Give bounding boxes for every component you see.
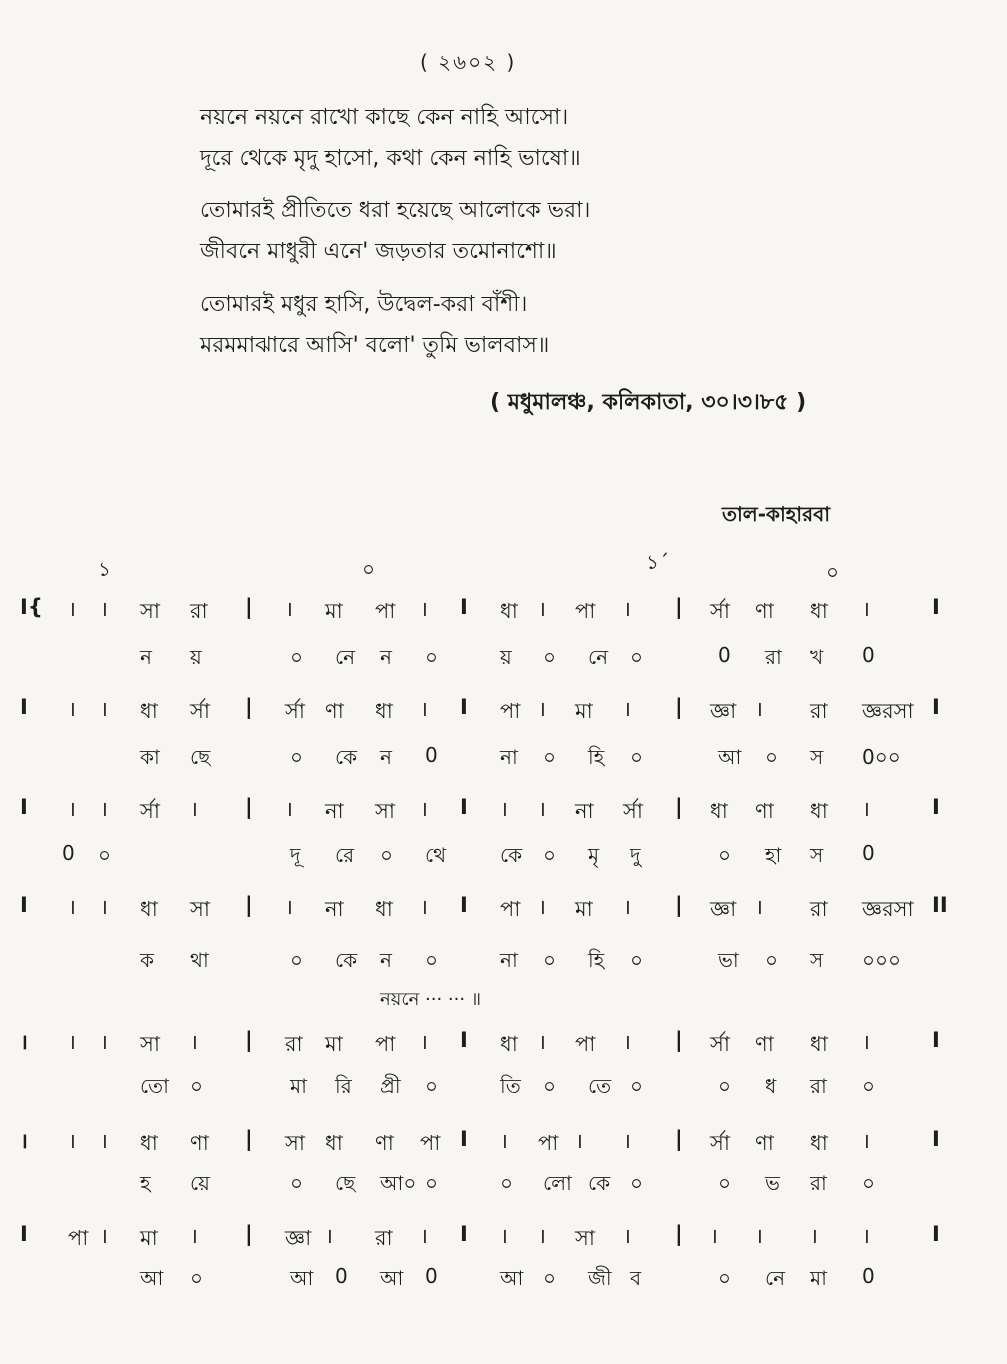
swara-cell: ধা xyxy=(375,897,393,921)
beat-marker: ০ xyxy=(826,560,840,584)
swara-cell: ণা xyxy=(755,1032,774,1056)
swara-cell: ধা xyxy=(140,1131,158,1155)
swara-cell: জ্ঞরসা xyxy=(862,699,914,723)
swara-cell: | xyxy=(245,695,253,719)
syllable-cell: রি xyxy=(335,1074,352,1098)
swara-cell: । xyxy=(68,895,76,919)
syllable-cell: খ xyxy=(810,645,824,669)
syllable-cell: স xyxy=(810,948,824,972)
swara-cell: । xyxy=(623,1129,631,1153)
swara-cell: ধা xyxy=(710,799,728,823)
lyric-syllable-row xyxy=(0,1169,1007,1209)
swara-cell: । xyxy=(623,1030,631,1054)
swara-cell: মা xyxy=(575,897,593,921)
swara-cell: । xyxy=(100,1030,108,1054)
swara-cell: I xyxy=(460,1127,468,1151)
swara-cell: র্সা xyxy=(623,799,643,823)
lyric-syllable-row xyxy=(0,643,1007,683)
swara-cell: I xyxy=(460,795,468,819)
syllable-cell: স xyxy=(810,745,824,769)
swara-cell: I xyxy=(460,1222,468,1246)
swara-cell: র্সা xyxy=(140,799,160,823)
syllable-cell: ০ xyxy=(718,1266,732,1290)
swara-cell: | xyxy=(675,1127,683,1151)
syllable-cell: ভা xyxy=(718,948,739,972)
syllable-cell: ভ xyxy=(765,1171,780,1195)
swara-cell: । xyxy=(862,1129,870,1153)
swara-row xyxy=(0,893,1007,933)
swara-cell: । xyxy=(538,797,546,821)
lyric-line: নয়নে নয়নে রাখো কাছে কেন নাহি আসো। xyxy=(200,105,569,130)
swara-cell: মা xyxy=(325,599,343,623)
swara-cell: । xyxy=(100,1224,108,1248)
syllable-cell: ০ xyxy=(862,1074,876,1098)
beat-marker: ১´ xyxy=(646,550,669,574)
swara-cell: | xyxy=(675,1028,683,1052)
swara-cell: রা xyxy=(190,599,208,623)
syllable-cell: রা xyxy=(765,645,782,669)
syllable-cell: ০ xyxy=(290,1171,304,1195)
swara-cell: ধা xyxy=(375,699,393,723)
swara-cell: I xyxy=(20,1222,28,1246)
syllable-cell: রা xyxy=(810,1171,827,1195)
syllable-cell: ০ xyxy=(630,645,644,669)
swara-cell: রা xyxy=(810,897,828,921)
syllable-cell: ০ xyxy=(543,745,557,769)
swara-cell: পা xyxy=(68,1226,89,1250)
lyric-line: দূরে থেকে মৃদু হাসো, কথা কেন নাহি ভাষো॥ xyxy=(200,146,581,171)
swara-cell: । xyxy=(862,1030,870,1054)
swara-cell: না xyxy=(325,799,344,823)
syllable-cell: আ xyxy=(380,1266,404,1290)
swara-cell: পা xyxy=(420,1131,441,1155)
swara-cell: I xyxy=(932,695,940,719)
swara-cell: I xyxy=(932,795,940,819)
swara-cell: । xyxy=(20,1129,28,1153)
syllable-cell: ক xyxy=(140,948,154,972)
syllable-cell: মৃ xyxy=(588,843,600,867)
swara-cell: | xyxy=(675,893,683,917)
syllable-cell: ০ xyxy=(543,645,557,669)
syllable-cell: ০ xyxy=(290,948,304,972)
syllable-cell: কে xyxy=(335,745,358,769)
syllable-cell: না xyxy=(500,745,518,769)
syllable-cell: ০ xyxy=(425,1171,439,1195)
syllable-cell: ০ xyxy=(630,1074,644,1098)
swara-cell: I xyxy=(460,893,468,917)
swara-row xyxy=(0,1127,1007,1167)
syllable-cell: আ xyxy=(290,1266,314,1290)
swara-cell: । xyxy=(862,797,870,821)
swara-cell: | xyxy=(245,795,253,819)
syllable-cell: না xyxy=(500,948,518,972)
syllable-cell: ০ xyxy=(543,948,557,972)
syllable-cell: হি xyxy=(588,745,605,769)
swara-cell: পা xyxy=(538,1131,559,1155)
syllable-cell: রে xyxy=(335,843,355,867)
syllable-cell: 0 xyxy=(718,643,731,667)
syllable-cell: য়ে xyxy=(190,1171,210,1195)
swara-cell: । xyxy=(420,697,428,721)
swara-cell: । xyxy=(190,797,198,821)
syllable-cell: ০ xyxy=(290,745,304,769)
syllable-cell: নে xyxy=(588,645,609,669)
lyric-syllable-row xyxy=(0,946,1007,986)
swara-cell: । xyxy=(623,597,631,621)
swara-cell: পা xyxy=(375,599,396,623)
syllable-cell: 0 xyxy=(62,841,75,865)
swara-cell: । xyxy=(100,1129,108,1153)
syllable-cell: ০ xyxy=(425,645,439,669)
syllable-cell: ব xyxy=(630,1266,642,1290)
swara-cell: জ্ঞা xyxy=(710,897,737,921)
lyric-line: জীবনে মাধুরী এনে' জড়তার তমোনাশো॥ xyxy=(200,239,557,264)
swara-cell: । xyxy=(755,895,763,919)
swara-cell: । xyxy=(420,1030,428,1054)
swara-cell: সা xyxy=(140,1032,160,1056)
syllable-cell: তি xyxy=(500,1074,521,1098)
swara-cell: । xyxy=(100,597,108,621)
syllable-cell: ন xyxy=(380,745,392,769)
swara-cell: রা xyxy=(810,699,828,723)
syllable-cell: ০ xyxy=(543,1074,557,1098)
syllable-cell: 0 xyxy=(862,1264,875,1288)
swara-cell: ণা xyxy=(325,699,344,723)
swara-cell: । xyxy=(755,1224,763,1248)
syllable-cell: 0 xyxy=(425,1264,438,1288)
swara-cell: সা xyxy=(375,799,395,823)
swara-cell: । xyxy=(623,1224,631,1248)
swara-cell: | xyxy=(245,595,253,619)
syllable-cell: ০ xyxy=(862,1171,876,1195)
swara-cell: মা xyxy=(325,1032,343,1056)
syllable-cell: দু xyxy=(630,843,641,867)
swara-cell: । xyxy=(500,797,508,821)
syllable-cell: ছে xyxy=(190,745,211,769)
swara-cell: । xyxy=(538,597,546,621)
syllable-cell: কে xyxy=(335,948,358,972)
swara-cell: ধা xyxy=(810,599,828,623)
swara-cell: I{ xyxy=(20,595,43,619)
swara-cell: | xyxy=(675,695,683,719)
lyric-line: তোমারই মধুর হাসি, উদ্বেল-করা বাঁশী। xyxy=(200,292,528,317)
swara-cell: না xyxy=(325,897,344,921)
swara-cell: | xyxy=(675,1222,683,1246)
swara-cell: । xyxy=(325,1224,333,1248)
syllable-cell: রা xyxy=(810,1074,827,1098)
refrain-marker: নয়নে ··· ··· ॥ xyxy=(380,989,482,1010)
swara-cell: ণা xyxy=(755,799,774,823)
syllable-cell: ০ xyxy=(543,843,557,867)
syllable-cell: স xyxy=(810,843,824,867)
swara-cell: পা xyxy=(500,699,521,723)
swara-cell: ণা xyxy=(755,1131,774,1155)
song-number: ( ২৬০২ ) xyxy=(420,50,517,74)
swara-cell: I xyxy=(932,1028,940,1052)
swara-cell: ণা xyxy=(375,1131,394,1155)
syllable-cell: নে xyxy=(335,645,356,669)
swara-row xyxy=(0,595,1007,635)
swara-cell: র্সা xyxy=(710,1131,730,1155)
syllable-cell: ০ xyxy=(190,1266,204,1290)
swara-cell: । xyxy=(538,895,546,919)
syllable-cell: ন xyxy=(380,948,392,972)
syllable-cell: ০ xyxy=(290,645,304,669)
swara-cell: র্সা xyxy=(710,1032,730,1056)
swara-cell: I xyxy=(932,595,940,619)
swara-cell: র্সা xyxy=(190,699,210,723)
lyric-syllable-row xyxy=(0,1072,1007,1112)
swara-cell: । xyxy=(100,797,108,821)
syllable-cell: ০ xyxy=(425,948,439,972)
swara-cell: I xyxy=(932,1127,940,1151)
lyric-line: তোমারই প্রীতিতে ধরা হয়েছে আলোকে ভরা। xyxy=(200,198,591,223)
swara-cell: I xyxy=(20,695,28,719)
swara-cell: । xyxy=(538,1030,546,1054)
syllable-cell: 0 xyxy=(862,841,875,865)
syllable-cell: আ xyxy=(140,1266,164,1290)
swara-cell: । xyxy=(500,1129,508,1153)
syllable-cell: জী xyxy=(588,1266,612,1290)
syllable-cell: য় xyxy=(500,645,512,669)
swara-cell: । xyxy=(500,1224,508,1248)
swara-cell: I xyxy=(20,795,28,819)
swara-cell: পা xyxy=(500,897,521,921)
syllable-cell: কে xyxy=(500,843,523,867)
swara-cell: | xyxy=(245,1127,253,1151)
swara-cell: ধা xyxy=(140,897,158,921)
syllable-cell: থা xyxy=(190,948,209,972)
swara-cell: | xyxy=(245,1222,253,1246)
syllable-cell: ০ xyxy=(425,1074,439,1098)
swara-cell: পা xyxy=(575,599,596,623)
syllable-cell: ০ xyxy=(630,745,644,769)
syllable-cell: লো xyxy=(543,1171,572,1195)
syllable-cell: ০ xyxy=(718,1074,732,1098)
swara-cell: I xyxy=(460,595,468,619)
swara-cell: । xyxy=(285,597,293,621)
swara-cell: । xyxy=(862,1224,870,1248)
syllable-cell: ০ xyxy=(543,1266,557,1290)
swara-cell: । xyxy=(20,1030,28,1054)
syllable-cell: থে xyxy=(425,843,447,867)
syllable-cell: হ xyxy=(140,1171,151,1195)
syllable-cell: ধ xyxy=(765,1074,777,1098)
syllable-cell: ০ xyxy=(765,745,779,769)
syllable-cell: ছে xyxy=(335,1171,356,1195)
syllable-cell: কে xyxy=(588,1171,611,1195)
swara-cell: II xyxy=(932,893,948,917)
syllable-cell: য় xyxy=(190,645,202,669)
syllable-cell: দূ xyxy=(290,843,301,867)
swara-cell: । xyxy=(538,1224,546,1248)
credit-line: ( মধুমালঞ্চ, কলিকাতা, ৩০।৩।৮৫ ) xyxy=(490,390,807,415)
syllable-cell: ন xyxy=(140,645,152,669)
syllable-cell: প্রী xyxy=(380,1074,401,1098)
swara-cell: ধা xyxy=(810,1032,828,1056)
syllable-cell: ০০০ xyxy=(862,948,902,972)
syllable-cell: ০ xyxy=(718,843,732,867)
swara-cell: ধা xyxy=(500,1032,518,1056)
swara-cell: র্সা xyxy=(710,599,730,623)
syllable-cell: হা xyxy=(765,843,782,867)
syllable-cell: হি xyxy=(588,948,605,972)
swara-cell: মা xyxy=(575,699,593,723)
lyric-syllable-row xyxy=(0,1264,1007,1304)
lyric-line: মরমমাঝারে আসি' বলো' তুমি ভালবাস॥ xyxy=(200,333,550,358)
syllable-cell: ০ xyxy=(630,948,644,972)
swara-cell: জ্ঞা xyxy=(285,1226,312,1250)
swara-row xyxy=(0,695,1007,735)
swara-cell: জ্ঞরসা xyxy=(862,897,914,921)
swara-cell: । xyxy=(420,1224,428,1248)
tala-label: তাল-কাহারবা xyxy=(722,502,831,526)
swara-cell: ধা xyxy=(325,1131,343,1155)
syllable-cell: মা xyxy=(290,1074,307,1098)
syllable-cell: 0 xyxy=(425,743,438,767)
swara-cell: I xyxy=(20,893,28,917)
syllable-cell: আ xyxy=(718,745,742,769)
swara-cell: । xyxy=(68,597,76,621)
swara-cell: রা xyxy=(285,1032,303,1056)
syllable-cell: 0 xyxy=(335,1264,348,1288)
swara-cell: । xyxy=(420,797,428,821)
beat-marker: ১ xyxy=(98,557,111,581)
swara-cell: । xyxy=(420,895,428,919)
syllable-cell: ০ xyxy=(380,843,394,867)
syllable-cell: আ xyxy=(500,1266,524,1290)
swara-cell: । xyxy=(285,797,293,821)
swara-cell: । xyxy=(100,895,108,919)
swara-cell: সা xyxy=(575,1226,595,1250)
swara-cell: । xyxy=(420,597,428,621)
swara-cell: । xyxy=(100,697,108,721)
syllable-cell: মা xyxy=(810,1266,827,1290)
swara-cell: । xyxy=(285,895,293,919)
swara-cell: । xyxy=(68,1129,76,1153)
swara-cell: | xyxy=(675,795,683,819)
swara-cell: ণা xyxy=(755,599,774,623)
swara-cell: ধা xyxy=(810,799,828,823)
swara-row xyxy=(0,795,1007,835)
swara-cell: । xyxy=(810,1224,818,1248)
syllable-cell: ০ xyxy=(718,1171,732,1195)
swara-cell: । xyxy=(68,697,76,721)
swara-cell: ধা xyxy=(810,1131,828,1155)
syllable-cell: 0০০ xyxy=(862,745,901,769)
swara-cell: । xyxy=(710,1224,718,1248)
swara-cell: মা xyxy=(140,1226,158,1250)
syllable-cell: ০ xyxy=(630,1171,644,1195)
swara-cell: I xyxy=(932,1222,940,1246)
lyric-syllable-row xyxy=(0,841,1007,881)
syllable-cell: নে xyxy=(765,1266,786,1290)
swara-cell: I xyxy=(460,695,468,719)
syllable-cell: ০ xyxy=(98,843,112,867)
swara-cell: । xyxy=(68,1030,76,1054)
syllable-cell: কা xyxy=(140,745,160,769)
syllable-cell: ০ xyxy=(765,948,779,972)
swara-cell: । xyxy=(190,1224,198,1248)
swara-cell: । xyxy=(538,697,546,721)
syllable-cell: আ০ xyxy=(380,1171,417,1195)
swara-cell: সা xyxy=(190,897,210,921)
swara-cell: | xyxy=(675,595,683,619)
swara-cell: | xyxy=(245,1028,253,1052)
swara-cell: । xyxy=(575,1129,583,1153)
swara-cell: জ্ঞা xyxy=(710,699,737,723)
syllable-cell: ০ xyxy=(190,1074,204,1098)
swara-cell: | xyxy=(245,893,253,917)
swara-cell: ধা xyxy=(140,699,158,723)
swara-cell: সা xyxy=(140,599,160,623)
swara-cell: । xyxy=(190,1030,198,1054)
lyric-syllable-row xyxy=(0,743,1007,783)
syllable-cell: 0 xyxy=(862,643,875,667)
beat-marker: ০ xyxy=(362,557,376,581)
swara-cell: ণা xyxy=(190,1131,209,1155)
swara-cell: । xyxy=(68,797,76,821)
swara-cell: পা xyxy=(575,1032,596,1056)
swara-cell: । xyxy=(862,597,870,621)
swara-cell: ধা xyxy=(500,599,518,623)
swara-row xyxy=(0,1222,1007,1262)
swara-cell: I xyxy=(460,1028,468,1052)
swara-cell: । xyxy=(755,697,763,721)
swara-cell: । xyxy=(623,895,631,919)
syllable-cell: ন xyxy=(380,645,392,669)
syllable-cell: তে xyxy=(588,1074,612,1098)
syllable-cell: ০ xyxy=(500,1171,514,1195)
swara-cell: না xyxy=(575,799,594,823)
swara-cell: রা xyxy=(375,1226,393,1250)
swara-cell: পা xyxy=(375,1032,396,1056)
syllable-cell: তো xyxy=(140,1074,169,1098)
swara-row xyxy=(0,1028,1007,1068)
swara-cell: সা xyxy=(285,1131,305,1155)
swara-cell: র্সা xyxy=(285,699,305,723)
swara-cell: । xyxy=(623,697,631,721)
